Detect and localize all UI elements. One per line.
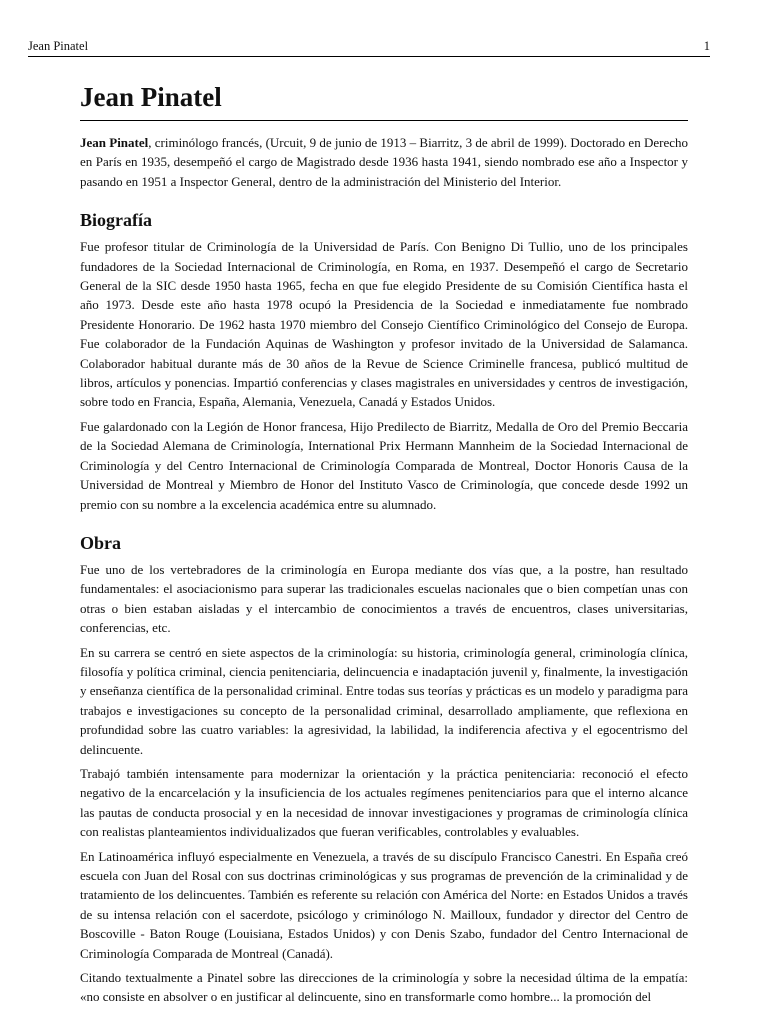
obra-paragraph: En su carrera se centró en siete aspectos de la criminología: su historia, criminología general, criminología clínica, filosofía y política criminal, ciencia penitenciaria, delincuencia e inadaptación juvenil y, finalmente, la investigación y enseñanza científica de la personalidad criminal. Entre todas sus teorías y prácticas es un modelo y paradigma para trabajos e investigaciones su concepto de la personalidad criminal, desarrollado ampliamente, que reflexiona en profundidad sobre las cuatro variables: la agresividad, la labilidad, la indiferencia afectiva y el egocentrismo del delincuente. bbox=[80, 644, 688, 757]
obra-paragraph: Citando textualmente a Pinatel sobre las direcciones de la criminología y sobre la necesidad última de la empatía: «no consiste en absolver o en justificar al delincuente, sino en transformarle como hombre... la promoción del bbox=[80, 970, 688, 1005]
obra-paragraph: Fue uno de los vertebradores de la criminología en Europa mediante dos vías que, a la postre, han resultado fundamentales: el asociacionismo para superar las tradicionales escuelas nacionales que o bien competían unas con otras o bien estaban aisladas y el intercambio de conocimientos a través de encuentros, clases universitarias, conferencias, etc. bbox=[80, 561, 688, 636]
intro-text: , criminólogo francés, (Urcuit, 9 de junio de 1913 – Biarritz, 3 de abril de 1999). Doctorado en Derecho en París en 1935, desempeñó el cargo de Magistrado desde 1936 hasta 1941, siendo nombrado ese año a Inspector y pasando en 1951 a Inspector General, dentro de la administración del Ministerio del Interior. bbox=[80, 135, 688, 189]
intro-subject-name: Jean Pinatel bbox=[80, 135, 149, 150]
biografia-paragraph: Fue galardonado con la Legión de Honor francesa, Hijo Predilecto de Biarritz, Medalla de Oro del Premio Beccaria de la Sociedad Alemana de Criminología, International Prix Hermann Mannheim de la Sociedad Internacional de Criminología y del Centro Internacional de Criminología Comparada de Montreal, Doctor Honoris Causa de la Universidad de Montreal y Miembro de Honor del Instituto Vasco de Criminología, que concede desde 1992 un premio con su nombre a la excelencia académica entre su alumnado. bbox=[80, 418, 688, 512]
header-divider bbox=[28, 56, 710, 57]
biografia-paragraph: Fue profesor titular de Criminología de la Universidad de París. Con Benigno Di Tullio, uno de los principales fundadores de la Sociedad Internacional de Criminología, en Roma, en 1937. Desempeñó el cargo de Secretario General de la SIC desde 1950 hasta 1965, fecha en que fue elegido Presidente de su Comisión Científica hasta el año 1973. Desde este año hasta 1978 ocupó la Presidencia de la Sociedad e inmediatamente fue nombrado Presidente Honorario. De 1962 hasta 1970 miembro del Consejo Científico Criminológico del Consejo de Europa. Fue colaborador de la Fundación Aquinas de Washington y profesor invitado de la Universidad de Salamanca. Colaborador habitual durante más de 30 años de la Revue de Science Criminelle francesa, publicó multitud de libros, artículos y ponencias. Impartió conferencias y clases magistrales en universidades y centros de investigación, sobre todo en Francia, España, Alemania, Venezuela, Canadá y Estados Unidos. bbox=[80, 239, 688, 410]
intro-paragraph bbox=[80, 133, 688, 191]
article-title: Jean Pinatel bbox=[80, 80, 688, 121]
page-number: 1 bbox=[703, 39, 710, 53]
running-header bbox=[28, 38, 710, 54]
running-header-title: Jean Pinatel bbox=[28, 39, 89, 53]
obra-paragraph: Trabajó también intensamente para modernizar la orientación y la práctica penitenciaria: reconoció el efecto negativo de la encarcelación y la insuficiencia de los actuales regímenes penitenciarios para que el interno alcance las pautas de conducta prosocial y en la necesidad de innovar investigaciones y programas de criminología clínica con realistas planteamientos individualizados que fueran verificables, controlables y evaluables. bbox=[80, 765, 688, 840]
article-body bbox=[80, 80, 688, 1007]
obra-paragraph: En Latinoamérica influyó especialmente en Venezuela, a través de su discípulo Francisco Canestri. En España creó escuela con Juan del Rosal con sus doctrinas criminológicas y sus programas de prevención de la criminalidad y de tratamiento de los delincuentes. También es referente su relación con América del Norte: en Estados Unidos a través de su intensa relación con el sacerdote, psicólogo y criminólogo N. Mailloux, fundador y director del Centro de Boscoville - Baton Rouge (Louisiana, Estados Unidos) y con Denis Szabo, fundador del Centro Internacional de Criminología Comparada de Montreal (Canadá). bbox=[80, 848, 688, 961]
section-heading-obra: Obra bbox=[80, 532, 122, 553]
section-heading-biografia: Biografía bbox=[80, 210, 152, 231]
